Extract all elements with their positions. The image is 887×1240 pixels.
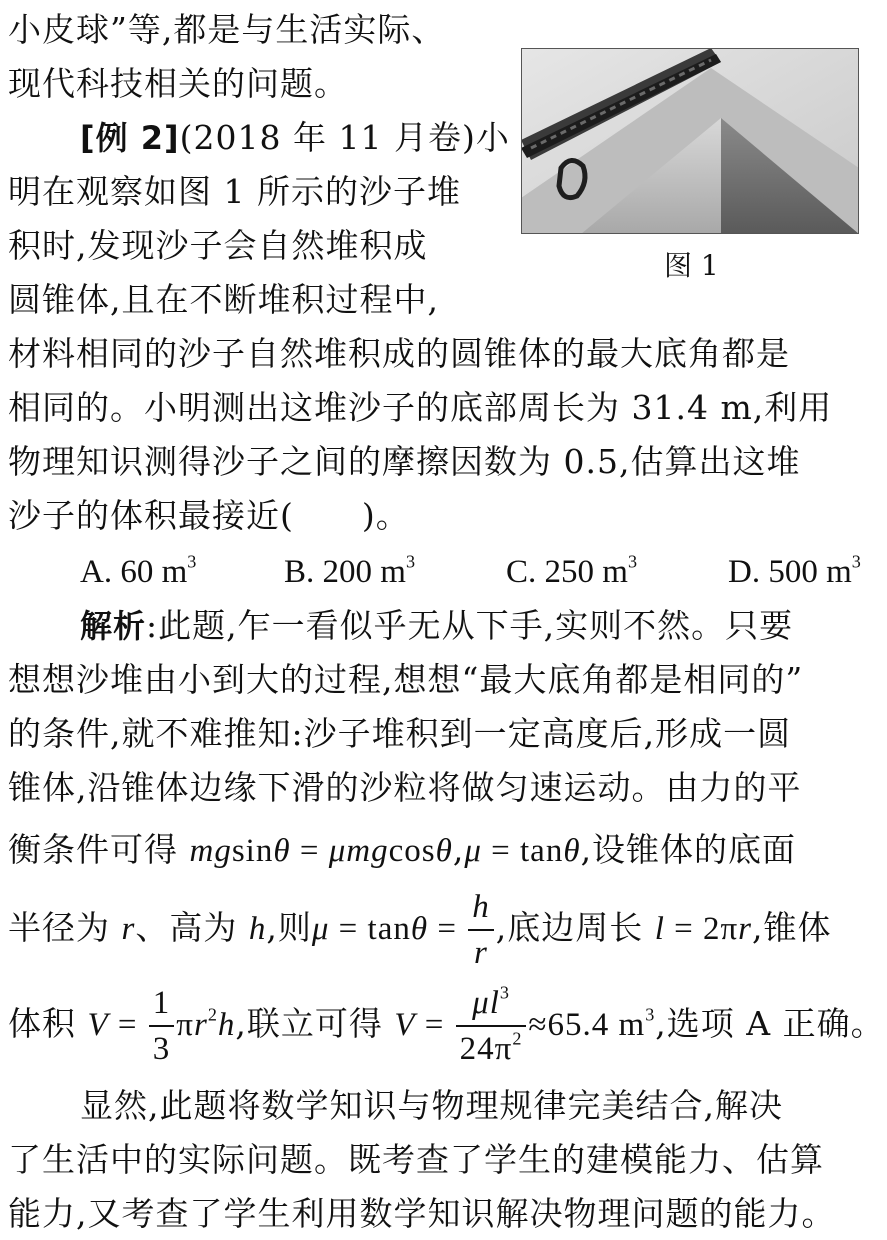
example-tag: [例 2] <box>80 119 180 157</box>
conclusion-line: 能力,又考查了学生利用数学知识解决物理问题的能力。 <box>8 1194 836 1233</box>
fraction-volume: $\frac{\mu l^3}{24\pi^2}$ <box>456 981 527 1071</box>
analysis-line: 解析:此题,乍一看似乎无从下手,实则不然。只要 <box>80 606 794 645</box>
analysis-line: 的条件,就不难推知:沙子堆积到一定高度后,形成一圆 <box>8 714 792 753</box>
analysis-label: 解析 <box>80 607 147 645</box>
option-b: B. 200 $m^3$ <box>284 551 416 590</box>
figure-caption: 图 1 <box>664 249 719 282</box>
conclusion-line: 了生活中的实际问题。既考查了学生的建模能力、估算 <box>8 1140 824 1179</box>
option-d: D. 500 $m^3$ <box>728 551 861 590</box>
text-line: 物理知识测得沙子之间的摩擦因数为 0.5,估算出这堆 <box>8 442 801 481</box>
text-line: 沙子的体积最接近( )。 <box>8 496 410 535</box>
analysis-line: 想想沙堆由小到大的过程,想想“最大底角都是相同的” <box>8 660 804 699</box>
text-line <box>80 118 510 158</box>
text-line: 现代科技相关的问题。 <box>8 64 348 103</box>
option-c: C. 250 $m^3$ <box>506 551 638 590</box>
text-line: 积时,发现沙子会自然堆积成 <box>8 226 428 265</box>
option-a: A. 60 $m^3$ <box>80 551 197 590</box>
analysis-line: 锥体,沿锥体边缘下滑的沙粒将做匀速运动。由力的平 <box>8 768 802 807</box>
analysis-equation-line: 体积 V = $\frac{1}{3}$ $\pi r^2h$,联立可得 V = $\frac{\mu l^3}{24\pi^2}$ ≈65.4 $m^3$,选项 A 正确。 <box>8 976 885 1073</box>
text-line: 圆锥体,且在不断堆积过程中, <box>8 280 439 319</box>
fraction-h-over-r: $\frac{h}{r}$ <box>468 885 494 975</box>
text-line: 明在观察如图 1 所示的沙子堆 <box>8 172 461 211</box>
conclusion-line: 显然,此题将数学知识与物理规律完美结合,解决 <box>80 1086 783 1125</box>
text-line: 相同的。小明测出这堆沙子的底部周长为 31.4 m,利用 <box>8 388 833 427</box>
text-line: 小皮球”等,都是与生活实际、 <box>8 10 446 49</box>
fraction-one-third: $\frac{1}{3}$ <box>149 981 175 1071</box>
text-line: 材料相同的沙子自然堆积成的圆锥体的最大底角都是 <box>8 334 790 373</box>
analysis-equation-line: 衡条件可得 mgsinθ = μmgcosθ,μ = tanθ,设锥体的底面 <box>8 830 797 869</box>
analysis-equation-line: 半径为 r、高为 h,则μ = tanθ = $\frac{h}{r}$ ,底边周长 l = 2πr,锥体 <box>8 880 831 977</box>
figure-1-photo <box>521 48 859 234</box>
example-source: (2018 年 11 月卷)小 <box>179 118 510 157</box>
